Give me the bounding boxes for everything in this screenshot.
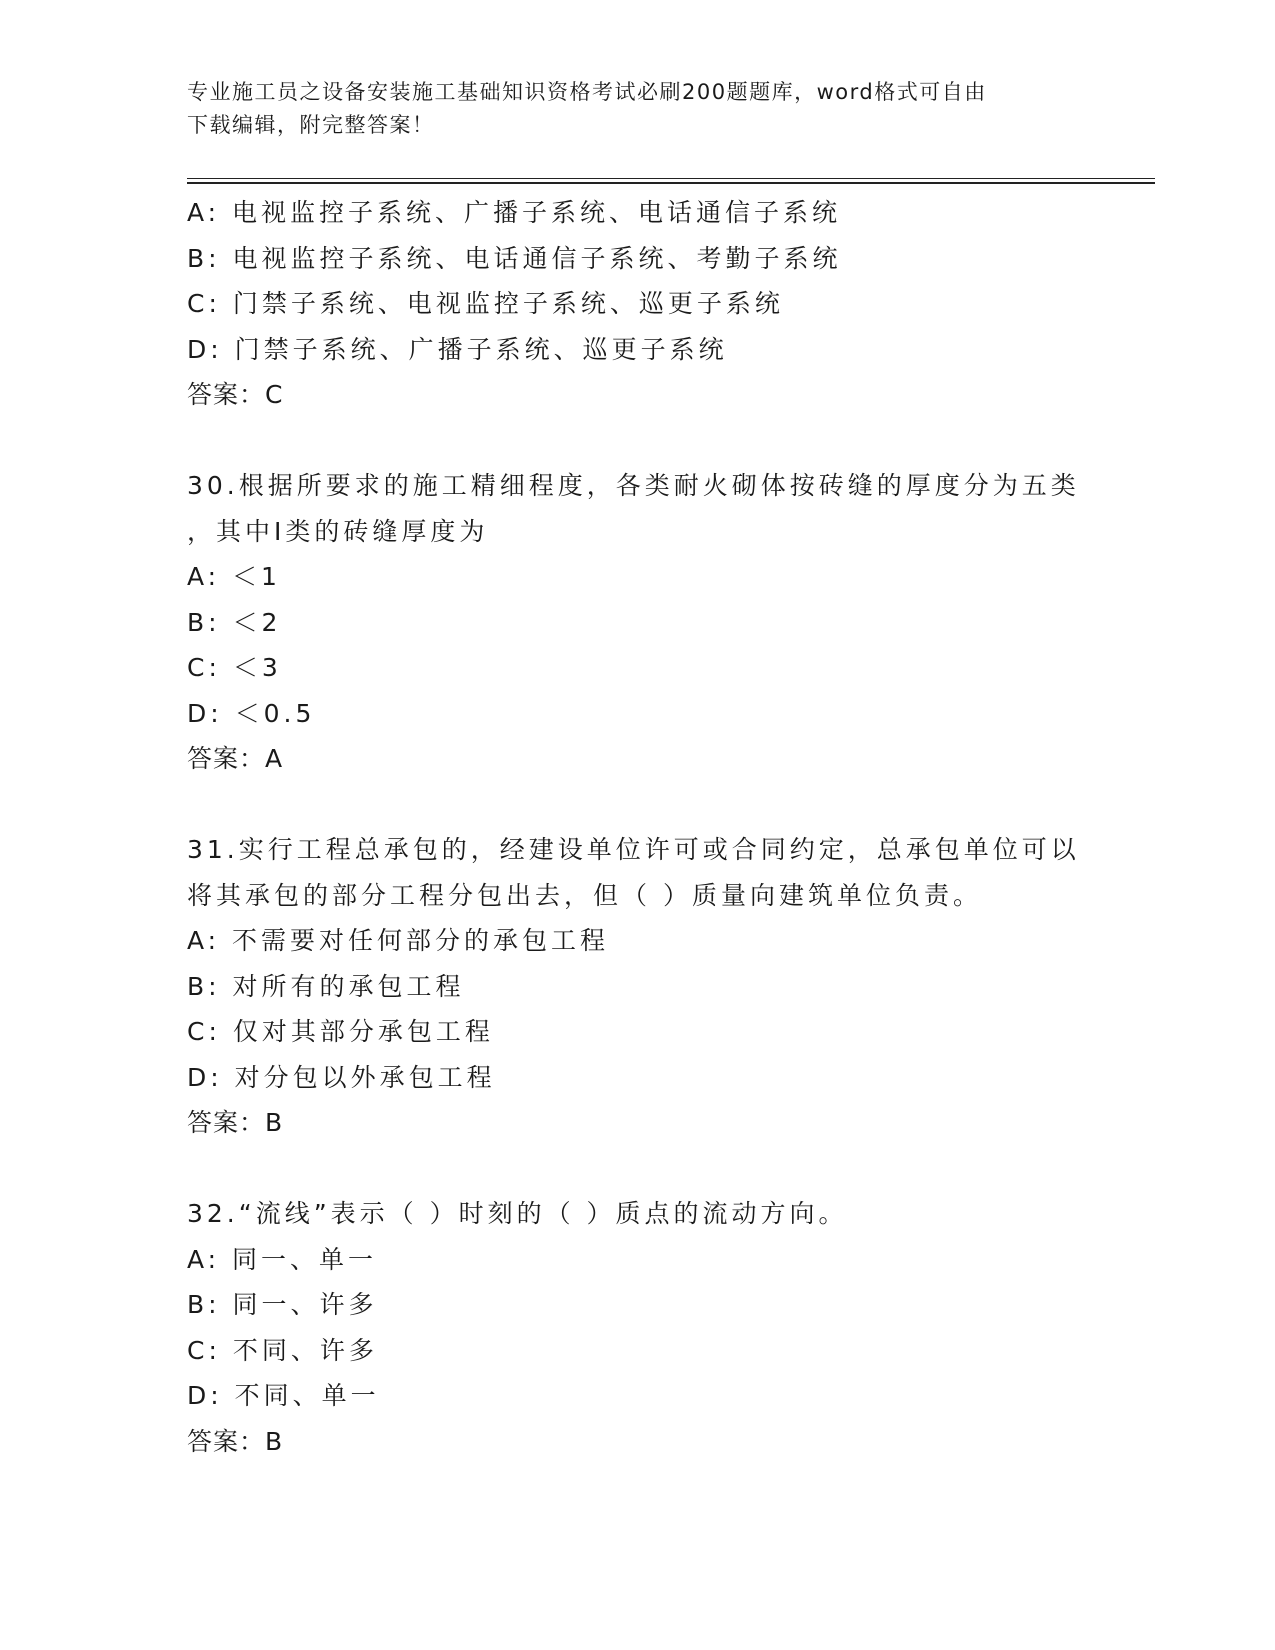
option-c: C: 仅对其部分承包工程 <box>187 1017 494 1046</box>
question-stem: 30.根据所要求的施工精细程度，各类耐火砌体按砖缝的厚度分为五类 <box>187 471 1080 500</box>
question-32 <box>187 1191 1087 1464</box>
header-title-line-2: 下载编辑，附完整答案！ <box>187 113 435 137</box>
option-a: A: 不需要对任何部分的承包工程 <box>187 926 610 955</box>
option-d: D: 对分包以外承包工程 <box>187 1062 496 1092</box>
question-stem: 32.“流线”表示（ ）时刻的（ ）质点的流动方向。 <box>187 1199 848 1228</box>
question-list <box>187 190 1087 1464</box>
option-b: B: 同一、许多 <box>187 1290 378 1319</box>
question-stem-continued: ，其中Ⅰ类的砖缝厚度为 <box>187 516 489 546</box>
option-c: C: 门禁子系统、电视监控子系统、巡更子系统 <box>187 289 784 318</box>
header-title-line-1: 专业施工员之设备安装施工基础知识资格考试必刷200题题库，word格式可自由 <box>187 80 987 104</box>
option-a: A: ＜1 <box>187 562 281 591</box>
question-stem-continued: 将其承包的部分工程分包出去，但（ ）质量向建筑单位负责。 <box>187 880 982 910</box>
question-29 <box>187 190 1087 418</box>
option-c: C: 不同、许多 <box>187 1335 378 1365</box>
question-31 <box>187 827 1087 1146</box>
answer-line: 答案：A <box>187 744 284 773</box>
option-b: B: 对所有的承包工程 <box>187 971 465 1001</box>
option-a: A: 电视监控子系统、广播子系统、电话通信子系统 <box>187 198 842 227</box>
header-divider-thin <box>187 178 1155 179</box>
document-header <box>187 76 1067 142</box>
option-d: D: 门禁子系统、广播子系统、巡更子系统 <box>187 334 728 364</box>
option-a: A: 同一、单一 <box>187 1244 378 1274</box>
option-b: B: 电视监控子系统、电话通信子系统、考勤子系统 <box>187 243 842 273</box>
option-c: C: ＜3 <box>187 653 282 682</box>
option-d: D: ＜0.5 <box>187 698 316 728</box>
option-b: B: ＜2 <box>187 607 282 637</box>
spacer <box>187 782 1087 828</box>
header-divider-thick <box>187 182 1155 184</box>
spacer <box>187 418 1087 464</box>
option-d: D: 不同、单一 <box>187 1381 380 1410</box>
answer-line: 答案：B <box>187 1426 284 1456</box>
spacer <box>187 1146 1087 1192</box>
question-30 <box>187 463 1087 782</box>
answer-line: 答案：C <box>187 380 284 409</box>
answer-line: 答案：B <box>187 1108 284 1137</box>
question-stem: 31.实行工程总承包的，经建设单位许可或合同约定，总承包单位可以 <box>187 835 1080 864</box>
